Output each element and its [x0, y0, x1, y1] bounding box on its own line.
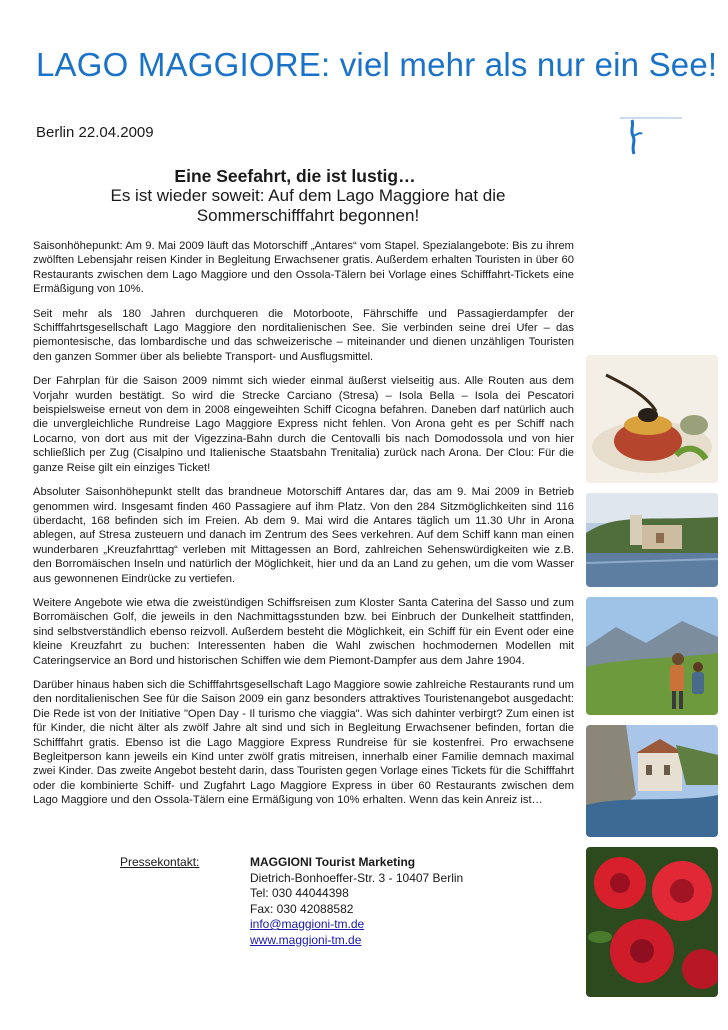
- subtitle-secondary: Es ist wieder soweit: Auf dem Lago Maggiore hat die Sommerschifffahrt begonnen!: [110, 186, 506, 225]
- paragraph: Absoluter Saisonhöhepunkt stellt das brandneue Motorschiff Antares dar, das am 9. Mai 2009 in Betrieb genommen wird. Insgesamt finden 460 Passagiere auf ihm Platz. Von den 284 Sitzmöglichkeiten sind 116 überdacht, 168 befinden sich im Freien. Ab dem 9. Mai wird die Antares täglich um 11.30 Uhr in Arona ablegen, auf Stresa zusteuern und danach im Zentrum des Sees verkehren. Auf dem Schiff kann man einen wunderbaren „Kreuzfahrttag“ verleben mit Mittagessen an Bord, zahlreichen Sehenswürdigkeiten wie z.B. den Borromäischen Inseln und natürlich der Möglichkeit, hier und da an Land zu gehen, um die vom Wasser aus gewonnenen Eindrücke zu vertiefen.: [33, 486, 574, 585]
- contact-street: Dietrich-Bonhoeffer-Str. 3 - 10407 Berlin: [250, 870, 464, 885]
- hikers-photo: [586, 597, 718, 715]
- flowers-photo: [586, 847, 718, 997]
- lake-logo: [612, 112, 688, 158]
- contact-org: MAGGIONI Tourist Marketing: [250, 855, 416, 869]
- paragraph: Saisonhöhepunkt: Am 9. Mai 2009 läuft das Motorschiff „Antares“ vom Stapel. Spezialangebote: Bis zu ihrem zwölften Lebensjahr reisen Kinder in Begleitung Erwachsener gratis. Außerdem erhalten Touristen in über 60 Restaurants zwischen dem Lago Maggiore und den Ossola-Tälern bei Vorlage eines Schifffahrt-Tickets eine Ermäßigung von 10%.: [33, 240, 574, 296]
- press-contact-label: Pressekontakt:: [120, 855, 200, 869]
- food-photo: [586, 355, 718, 483]
- monastery-photo: [586, 725, 718, 837]
- paragraph: Weitere Angebote wie etwa die zweistündigen Schiffsreisen zum Kloster Santa Caterina del Sasso und zum Borromäischen Golf, die jeweils in den Nachmittagsstunden bzw. bei Einbruch der Dunkelheit stattfinden, sind selbstverständlich ebenso reizvoll. Außerdem besteht die Möglichkeit, ein Schiff für ein Event oder eine kleine Kreuzfahrt zu buchen: Interessenten haben die Wahl zwischen hochmodernen Modellen mit Cateringservice an Bord und historischen Schiffen wie dem Piemont-Dampfer aus dem Jahre 1904.: [33, 596, 574, 667]
- paragraph: Der Fahrplan für die Saison 2009 nimmt sich wieder einmal äußerst vielseitig aus. Alle Routen aus dem Vorjahr wurden bestätigt. So wird die Strecke Carciano (Stresa) – Isola Bella – Isola dei Pescatori beispielsweise erneut von dem in 2008 eingeweihten Schiff Cicogna befahren. Daneben darf natürlich auch die unvergleichliche Rundreise Lago Maggiore Express nicht fehlen. Von Arona geht es per Schiff nach Locarno, von dort aus mit der Vigezzina-Bahn durch die Centovalli bis nach Domodossola und von hier schließlich per Zug (Cisalpino und Italienische Staatsbahn Trenitalia) zurück nach Arona. Der Clou: Für die ganze Reise gilt ein einziges Ticket!: [33, 375, 574, 474]
- contact-block: [250, 855, 510, 948]
- contact-website-link[interactable]: www.maggioni-tm.de: [250, 932, 362, 947]
- paragraph: Darüber hinaus haben sich die Schifffahrtsgesellschaft Lago Maggiore sowie zahlreiche Restaurants rund um den norditalienischen See für die Saison 2009 ein ganz besonders attraktives Touristenangebot ausgedacht: Die Rede ist von der Initiative "Open Day - Il turismo che viaggia". Was sich dahinter verbirgt? Zum einen ist für Kinder, die nicht älter als zwölf Jahre alt sind und sich in Begleitung Erwachsener befinden, fortan die Schifffahrt gratis. Ebenso ist die Lago Maggiore Express Rundreise für sie kostenfrei. Pro erwachsene Begleitperson kann jeweils ein Kind unter zwölf gratis mitreisen, innerhalb einer Familie demnach maximal zwei Kinder. Das zweite Angebot besteht darin, dass Touristen gegen Vorlage eines Tickets für die Schifffahrt oder die kombinierte Schiff- und Zugfahrt Lago Maggiore Express in über 60 Restaurants zwischen dem Lago Maggiore und den Ossola-Tälern eine Ermäßigung von 10% erhalten. Wenn das kein Anreiz ist…: [33, 678, 574, 807]
- contact-tel: Tel: 030 44044398: [250, 886, 349, 900]
- date-line: Berlin 22.04.2009: [36, 124, 154, 141]
- contact-fax: Fax: 030 42088582: [250, 901, 354, 916]
- contact-email-link[interactable]: info@maggioni-tm.de: [250, 917, 365, 931]
- article-body: [33, 239, 574, 818]
- paragraph: Seit mehr als 180 Jahren durchqueren die Motorboote, Fährschiffe und Passagierdampfer der Schifffahrtsgesellschaft Lago Maggiore den norditalienischen See. Sie verbinden seine drei Ufer – das piemontesische, das lombardische und das schweizerische – miteinander und dienen unzähligen Touristen den ganzen Sommer über als beliebte Transport- und Ausflugsmittel.: [33, 307, 574, 363]
- island-photo: [586, 493, 718, 587]
- page-title: LAGO MAGGIORE: viel mehr als nur ein See!: [36, 46, 718, 83]
- subtitle-main: Eine Seefahrt, die ist lustig…: [174, 166, 416, 186]
